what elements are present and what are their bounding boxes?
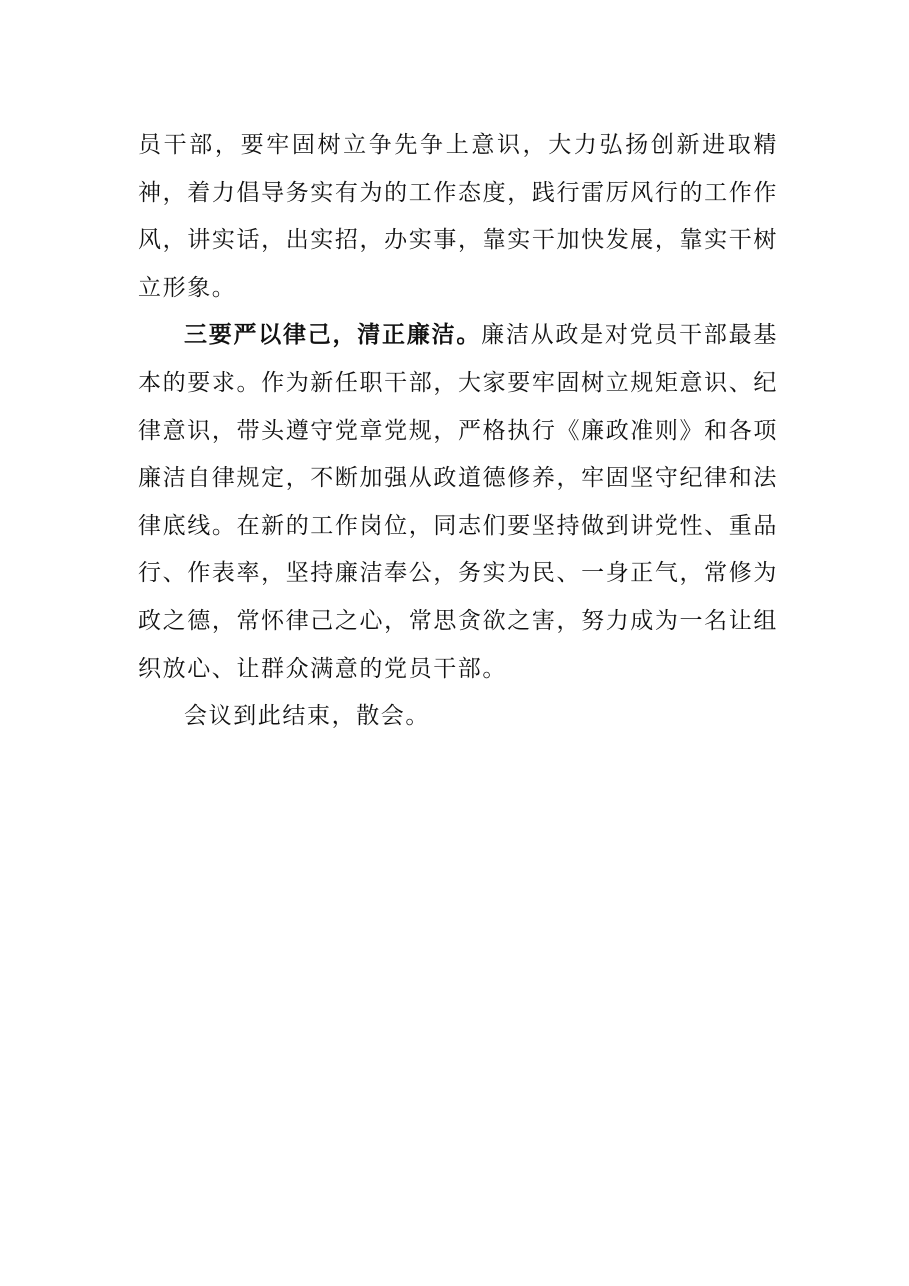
- document-body: [138, 122, 778, 741]
- paragraph-closing: [138, 693, 778, 741]
- paragraph-text: 会议到此结束，散会。: [184, 703, 430, 730]
- paragraph-text: 廉洁从政是对党员干部最基本的要求。作为新任职干部，大家要牢固树立规矩意识、纪律意识，带头遵守党章党规，严格执行《廉政准则》和各项廉洁自律规定，不断加强从政道德修养，牢固坚守纪律和法律底线。在新的工作岗位，同志们要坚持做到讲党性、重品行、作表率，坚持廉洁奉公，务实为民、一身正气，常修为政之德，常怀律己之心，常思贪欲之害，努力成为一名让组织放心、让群众满意的党员干部。: [138, 322, 778, 682]
- paragraph-point-three: [138, 312, 778, 693]
- paragraph-continuation: [138, 122, 778, 312]
- paragraph-heading: 三要严以律己，清正廉洁。: [184, 322, 482, 349]
- paragraph-text: 员干部，要牢固树立争先争上意识，大力弘扬创新进取精神，着力倡导务实有为的工作态度，践行雷厉风行的工作作风，讲实话，出实招，办实事，靠实干加快发展，靠实干树立形象。: [138, 132, 778, 301]
